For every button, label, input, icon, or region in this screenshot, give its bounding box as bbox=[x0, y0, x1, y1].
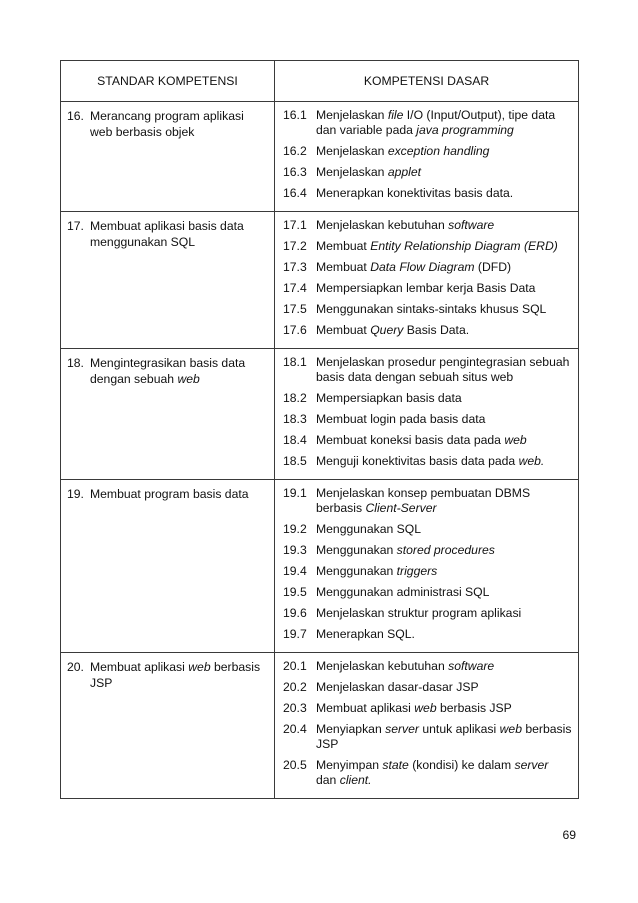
kompetensi-dasar-item bbox=[283, 522, 572, 537]
kd-number: 20.3 bbox=[283, 701, 307, 715]
text-segment: Menjelaskan prosedur pengintegrasian sebuah basis data dengan sebuah situs web bbox=[316, 355, 570, 384]
sk-number: 20. bbox=[67, 660, 84, 674]
standar-kompetensi-cell bbox=[61, 212, 275, 349]
italic-term: web bbox=[504, 433, 527, 447]
text-segment: Membuat bbox=[316, 323, 371, 337]
italic-term: java programming bbox=[416, 123, 514, 137]
italic-term: applet bbox=[387, 165, 422, 179]
kd-text bbox=[316, 239, 572, 254]
text-segment: Menerapkan konektivitas basis data. bbox=[316, 186, 514, 200]
kd-number: 18.5 bbox=[283, 454, 307, 468]
kd-text bbox=[316, 144, 572, 159]
table-header-row bbox=[61, 61, 579, 102]
standar-kompetensi-cell bbox=[61, 102, 275, 212]
kd-text bbox=[316, 758, 572, 788]
text-segment: Membuat aplikasi basis data menggunakan SQL bbox=[90, 219, 244, 249]
kompetensi-dasar-item bbox=[283, 543, 572, 558]
kd-number: 18.4 bbox=[283, 433, 307, 447]
table-row bbox=[61, 212, 579, 349]
kompetensi-dasar-item bbox=[283, 701, 572, 716]
kompetensi-dasar-item bbox=[283, 758, 572, 788]
kd-text bbox=[316, 165, 572, 180]
italic-term: state bbox=[382, 758, 409, 772]
kompetensi-dasar-item bbox=[283, 186, 572, 201]
kompetensi-dasar-item bbox=[283, 218, 572, 233]
text-segment: Mempersiapkan lembar kerja Basis Data bbox=[316, 281, 536, 295]
kd-number: 19.4 bbox=[283, 564, 307, 578]
text-segment: Menjelaskan bbox=[316, 144, 388, 158]
italic-term: client. bbox=[339, 773, 372, 787]
standar-kompetensi-entry bbox=[67, 356, 268, 387]
kompetensi-dasar-item bbox=[283, 680, 572, 695]
text-segment: Membuat aplikasi bbox=[90, 660, 189, 674]
kompetensi-dasar-cell bbox=[275, 653, 579, 799]
text-segment: Menggunakan bbox=[316, 564, 397, 578]
standar-kompetensi-cell bbox=[61, 653, 275, 799]
competency-table bbox=[60, 60, 579, 799]
kd-text bbox=[316, 606, 572, 621]
text-segment: Menjelaskan bbox=[316, 165, 388, 179]
kompetensi-dasar-item bbox=[283, 627, 572, 642]
kd-number: 18.2 bbox=[283, 391, 307, 405]
kd-number: 19.5 bbox=[283, 585, 307, 599]
kd-number: 20.4 bbox=[283, 722, 307, 736]
standar-kompetensi-cell bbox=[61, 349, 275, 480]
table-row bbox=[61, 653, 579, 799]
kd-text bbox=[316, 108, 572, 138]
italic-term: Entity Relationship Diagram (ERD) bbox=[370, 239, 558, 253]
kompetensi-dasar-item bbox=[283, 486, 572, 516]
text-segment: Menggunakan administrasi SQL bbox=[316, 585, 490, 599]
kompetensi-dasar-item bbox=[283, 165, 572, 180]
text-segment: (kondisi) ke dalam bbox=[408, 758, 515, 772]
text-segment: Menjelaskan kebutuhan bbox=[316, 218, 449, 232]
kd-text bbox=[316, 281, 572, 296]
text-segment: Membuat koneksi basis data pada bbox=[316, 433, 505, 447]
kd-number: 17.6 bbox=[283, 323, 307, 337]
text-segment: I/O (Input/Output), tipe data dan variable pada bbox=[316, 108, 556, 137]
kompetensi-dasar-item bbox=[283, 323, 572, 338]
kd-text bbox=[316, 701, 572, 716]
text-segment: (DFD) bbox=[474, 260, 512, 274]
text-segment: Membuat program basis data bbox=[90, 487, 249, 501]
text-segment: Menggunakan SQL bbox=[316, 522, 422, 536]
kd-number: 19.6 bbox=[283, 606, 307, 620]
kd-text bbox=[316, 627, 572, 642]
italic-term: Client-Server bbox=[365, 501, 437, 515]
table-row bbox=[61, 102, 579, 212]
text-segment: Membuat login pada basis data bbox=[316, 412, 486, 426]
kd-text bbox=[316, 659, 572, 674]
kompetensi-dasar-item bbox=[283, 355, 572, 385]
kd-text bbox=[316, 722, 572, 752]
text-segment: dan bbox=[316, 773, 340, 787]
standar-kompetensi-entry bbox=[67, 109, 268, 140]
table-row bbox=[61, 480, 579, 653]
kd-text bbox=[316, 486, 572, 516]
kd-number: 16.1 bbox=[283, 108, 307, 122]
kd-text bbox=[316, 564, 572, 579]
kompetensi-dasar-cell bbox=[275, 349, 579, 480]
text-segment: Membuat bbox=[316, 239, 371, 253]
text-segment: Menjelaskan dasar-dasar JSP bbox=[316, 680, 479, 694]
kompetensi-dasar-item bbox=[283, 659, 572, 674]
kd-number: 16.4 bbox=[283, 186, 307, 200]
text-segment: Membuat aplikasi bbox=[316, 701, 415, 715]
kd-number: 17.2 bbox=[283, 239, 307, 253]
kd-number: 19.7 bbox=[283, 627, 307, 641]
kd-number: 16.3 bbox=[283, 165, 307, 179]
kd-text bbox=[316, 412, 572, 427]
kd-text bbox=[316, 355, 572, 385]
kompetensi-dasar-item bbox=[283, 260, 572, 275]
kd-text bbox=[316, 302, 572, 317]
page-number: 69 bbox=[562, 828, 576, 842]
kompetensi-dasar-item bbox=[283, 391, 572, 406]
sk-number: 19. bbox=[67, 487, 84, 501]
kompetensi-dasar-item bbox=[283, 585, 572, 600]
italic-term: web bbox=[188, 660, 211, 674]
italic-term: software bbox=[448, 659, 495, 673]
standar-kompetensi-entry bbox=[67, 660, 268, 691]
text-segment: Mengintegrasikan basis data dengan sebuah bbox=[90, 356, 246, 386]
italic-term: web bbox=[499, 722, 522, 736]
kd-number: 17.5 bbox=[283, 302, 307, 316]
kd-text bbox=[316, 186, 572, 201]
kompetensi-dasar-item bbox=[283, 433, 572, 448]
italic-term: web bbox=[177, 371, 200, 386]
kd-number: 19.1 bbox=[283, 486, 307, 500]
header-kompetensi-dasar: KOMPETENSI DASAR bbox=[275, 61, 579, 102]
kd-number: 17.4 bbox=[283, 281, 307, 295]
italic-term: web bbox=[414, 701, 437, 715]
sk-title bbox=[90, 487, 249, 503]
text-segment: berbasis JSP bbox=[90, 660, 261, 690]
kd-text bbox=[316, 260, 572, 275]
kd-number: 19.3 bbox=[283, 543, 307, 557]
standar-kompetensi-cell bbox=[61, 480, 275, 653]
header-standar-kompetensi: STANDAR KOMPETENSI bbox=[61, 61, 275, 102]
italic-term: file bbox=[387, 108, 404, 122]
kompetensi-dasar-item bbox=[283, 302, 572, 317]
italic-term: software bbox=[448, 218, 495, 232]
text-segment: Menjelaskan konsep pembuatan DBMS berbasis bbox=[316, 486, 531, 515]
italic-term: Data Flow Diagram bbox=[370, 260, 475, 274]
sk-title bbox=[90, 660, 268, 691]
kd-number: 17.3 bbox=[283, 260, 307, 274]
standar-kompetensi-entry bbox=[67, 219, 268, 250]
kd-text bbox=[316, 218, 572, 233]
text-segment: Menjelaskan struktur program aplikasi bbox=[316, 606, 522, 620]
italic-term: server bbox=[385, 722, 419, 736]
kd-text bbox=[316, 454, 572, 469]
text-segment: Menguji konektivitas basis data pada bbox=[316, 454, 519, 468]
italic-term: server bbox=[514, 758, 549, 772]
text-segment: Menerapkan SQL. bbox=[316, 627, 415, 641]
kompetensi-dasar-cell bbox=[275, 212, 579, 349]
kd-text bbox=[316, 522, 572, 537]
kd-text bbox=[316, 391, 572, 406]
text-segment: Menjelaskan kebutuhan bbox=[316, 659, 449, 673]
italic-term: Query bbox=[370, 323, 404, 337]
text-segment: Merancang program aplikasi web berbasis objek bbox=[90, 109, 244, 139]
kd-number: 16.2 bbox=[283, 144, 307, 158]
text-segment: untuk aplikasi bbox=[418, 722, 500, 736]
kompetensi-dasar-item bbox=[283, 722, 572, 752]
kd-number: 19.2 bbox=[283, 522, 307, 536]
italic-term: web. bbox=[518, 454, 545, 468]
kd-number: 17.1 bbox=[283, 218, 307, 232]
kd-text bbox=[316, 543, 572, 558]
standar-kompetensi-entry bbox=[67, 487, 268, 503]
kompetensi-dasar-item bbox=[283, 606, 572, 621]
italic-term: exception handling bbox=[387, 144, 490, 158]
sk-number: 16. bbox=[67, 109, 84, 123]
italic-term: triggers bbox=[396, 564, 438, 578]
kd-text bbox=[316, 433, 572, 448]
kompetensi-dasar-item bbox=[283, 412, 572, 427]
kd-number: 18.3 bbox=[283, 412, 307, 426]
sk-title bbox=[90, 109, 268, 140]
kompetensi-dasar-item bbox=[283, 281, 572, 296]
text-segment: Menggunakan bbox=[316, 543, 397, 557]
kd-text bbox=[316, 680, 572, 695]
kd-text bbox=[316, 323, 572, 338]
kompetensi-dasar-item bbox=[283, 564, 572, 579]
table-row bbox=[61, 349, 579, 480]
sk-number: 18. bbox=[67, 356, 84, 370]
text-segment: berbasis JSP bbox=[436, 701, 512, 715]
kd-number: 20.5 bbox=[283, 758, 307, 772]
kompetensi-dasar-item bbox=[283, 144, 572, 159]
text-segment: berbasis JSP bbox=[316, 722, 572, 751]
sk-title bbox=[90, 356, 268, 387]
kd-number: 18.1 bbox=[283, 355, 307, 369]
text-segment: Menjelaskan bbox=[316, 108, 388, 122]
text-segment: Menyiapkan bbox=[316, 722, 386, 736]
text-segment: Mempersiapkan basis data bbox=[316, 391, 462, 405]
sk-title bbox=[90, 219, 268, 250]
kompetensi-dasar-item bbox=[283, 108, 572, 138]
kompetensi-dasar-cell bbox=[275, 480, 579, 653]
table-body bbox=[61, 102, 579, 799]
text-segment: Basis Data. bbox=[403, 323, 470, 337]
kd-text bbox=[316, 585, 572, 600]
sk-number: 17. bbox=[67, 219, 84, 233]
kompetensi-dasar-item bbox=[283, 454, 572, 469]
text-segment: Membuat bbox=[316, 260, 371, 274]
text-segment: Menyimpan bbox=[316, 758, 383, 772]
kd-number: 20.2 bbox=[283, 680, 307, 694]
kompetensi-dasar-item bbox=[283, 239, 572, 254]
kompetensi-dasar-cell bbox=[275, 102, 579, 212]
italic-term: stored procedures bbox=[396, 543, 495, 557]
kd-number: 20.1 bbox=[283, 659, 307, 673]
text-segment: Menggunakan sintaks-sintaks khusus SQL bbox=[316, 302, 547, 316]
